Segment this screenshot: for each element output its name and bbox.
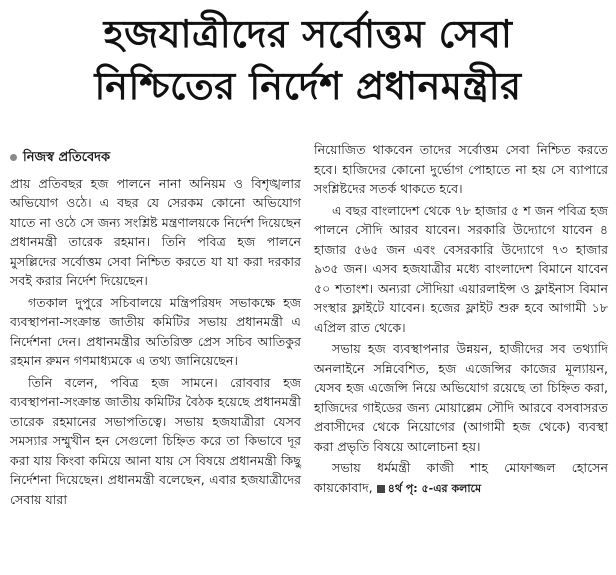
headline-line-1: হজযাত্রীদের সর্বোত্তম সেবা [103,12,513,56]
continued-text: ৪র্থ পৃ: ৫-এর কলামে [387,481,482,495]
article-column-left [10,148,301,511]
paragraph: এ বছর বাংলাদেশ থেকে ৭৮ হাজার ৫ শ জন পবিত্র হজ পালনে সৌদি আরব যাবেন। সরকারি উদ্যোগে যাবেন ৪ হাজার ৫৬৫ জন এবং বেসরকারি উদ্যোগে ৭৩ হাজার ৯৩৫ জন। এসব হজযাত্রীর মধ্যে বাংলাদেশ বিমানে যাবেন ৫০ শতাংশ। অন্যরা সৌদিয়া এয়ারলাইন্স ও ফ্লাইনাস বিমান সংস্থার ফ্লাইটে যাবেন। হজের ফ্লাইট শুরু হবে আগামী ১৮ এপ্রিল রাত থেকে। [314,202,608,335]
continued-link[interactable] [377,482,481,495]
paragraph: সভায় হজ ব্যবস্থাপনার উন্নয়ন, হাজীদের সব তথ্যাদি অনলাইনে সন্নিবেশিত, হজ এজেন্সির কাজের মূল্যায়ন, যেসব হজ এজেন্সি নিয়ে অভিযোগ রয়েছে তা চিহ্নিত করা, হাজিদের গাইডের জন্য মোয়াল্লেম সৌদি আরবে বসবাসরত প্রবাসীদের থেকে নিয়োগের (আগামী হজ থেকে) ব্যবস্থা করা প্রভৃতি বিষয়ে আলোচনা হয়। [314,341,608,454]
byline-text: নিজস্ব প্রতিবেদক [23,150,111,165]
article-column-right [314,140,608,500]
paragraph: গতকাল দুপুরে সচিবালয়ে মন্ত্রিপরিষদ সভাকক্ষে হজ ব্যবস্থাপনা-সংক্রান্ত জাতীয় কমিটির সভায় প্রধানমন্ত্রী এ নির্দেশনা দেন। প্রধানমন্ত্রীর অতিরিক্ত প্রেস সচিব আতিকুর রহমান রুমন গণমাধ্যমকে এ তথ্য জানিয়েছেন। [10,294,301,368]
headline [0,8,616,112]
byline [10,148,301,168]
square-icon [377,485,385,493]
paragraph-text: সভায় ধর্মমন্ত্রী কাজী শাহ মোফাজ্জল হোসেন কায়কোবাদ, [314,460,608,495]
paragraph: তিনি বলেন, পবিত্র হজ সামনে। রোববার হজ ব্যবস্থাপনা-সংক্রান্ত জাতীয় কমিটির বৈঠক হয়েছে প্রধানমন্ত্রী তারেক রহমানের সভাপতিত্বে। সভায় হজযাত্রীরা যেসব সমস্যার সম্মুখীন হন সেগুলো চিহ্নিত করে তা কিভাবে দূর করা যায় কিংবা কমিয়ে আনা যায় সে বিষয়ে প্রধানমন্ত্রী কিছু নির্দেশনা দিয়েছেন। প্রধানমন্ত্রী বলেছেন, এবার হজযাত্রীদের সেবায় যারা [10,374,301,507]
paragraph: প্রায় প্রতিবছর হজ পালনে নানা অনিয়ম ও বিশৃঙ্খলার অভিযোগ ওঠে। এ বছর যে সেরকম কোনো অভিযোগ যাতে না ওঠে সে জন্য সংশ্লিষ্ট মন্ত্রণালয়কে নির্দেশ দিয়েছেন প্রধানমন্ত্রী তারেক রহমান। তিনি পবিত্র হজ পালনে মুসল্লিদের সর্বোত্তম সেবা নিশ্চিত করতে যা যা করা দরকার সবই করার নির্দেশ দিয়েছেন। [10,175,301,288]
paragraph [314,458,608,498]
bullet-dot-icon [10,154,17,161]
paragraph: নিয়োজিত থাকবেন তাদের সর্বোত্তম সেবা নিশ্চিত করতে হবে। হাজিদের কোনো দুর্ভোগ পোহাতে না হয় সে ব্যাপারে সংশ্লিষ্টদের সতর্ক থাকতে হবে। [314,142,608,196]
headline-line-2: নিশ্চিতের নির্দেশ প্রধানমন্ত্রীর [94,64,522,108]
